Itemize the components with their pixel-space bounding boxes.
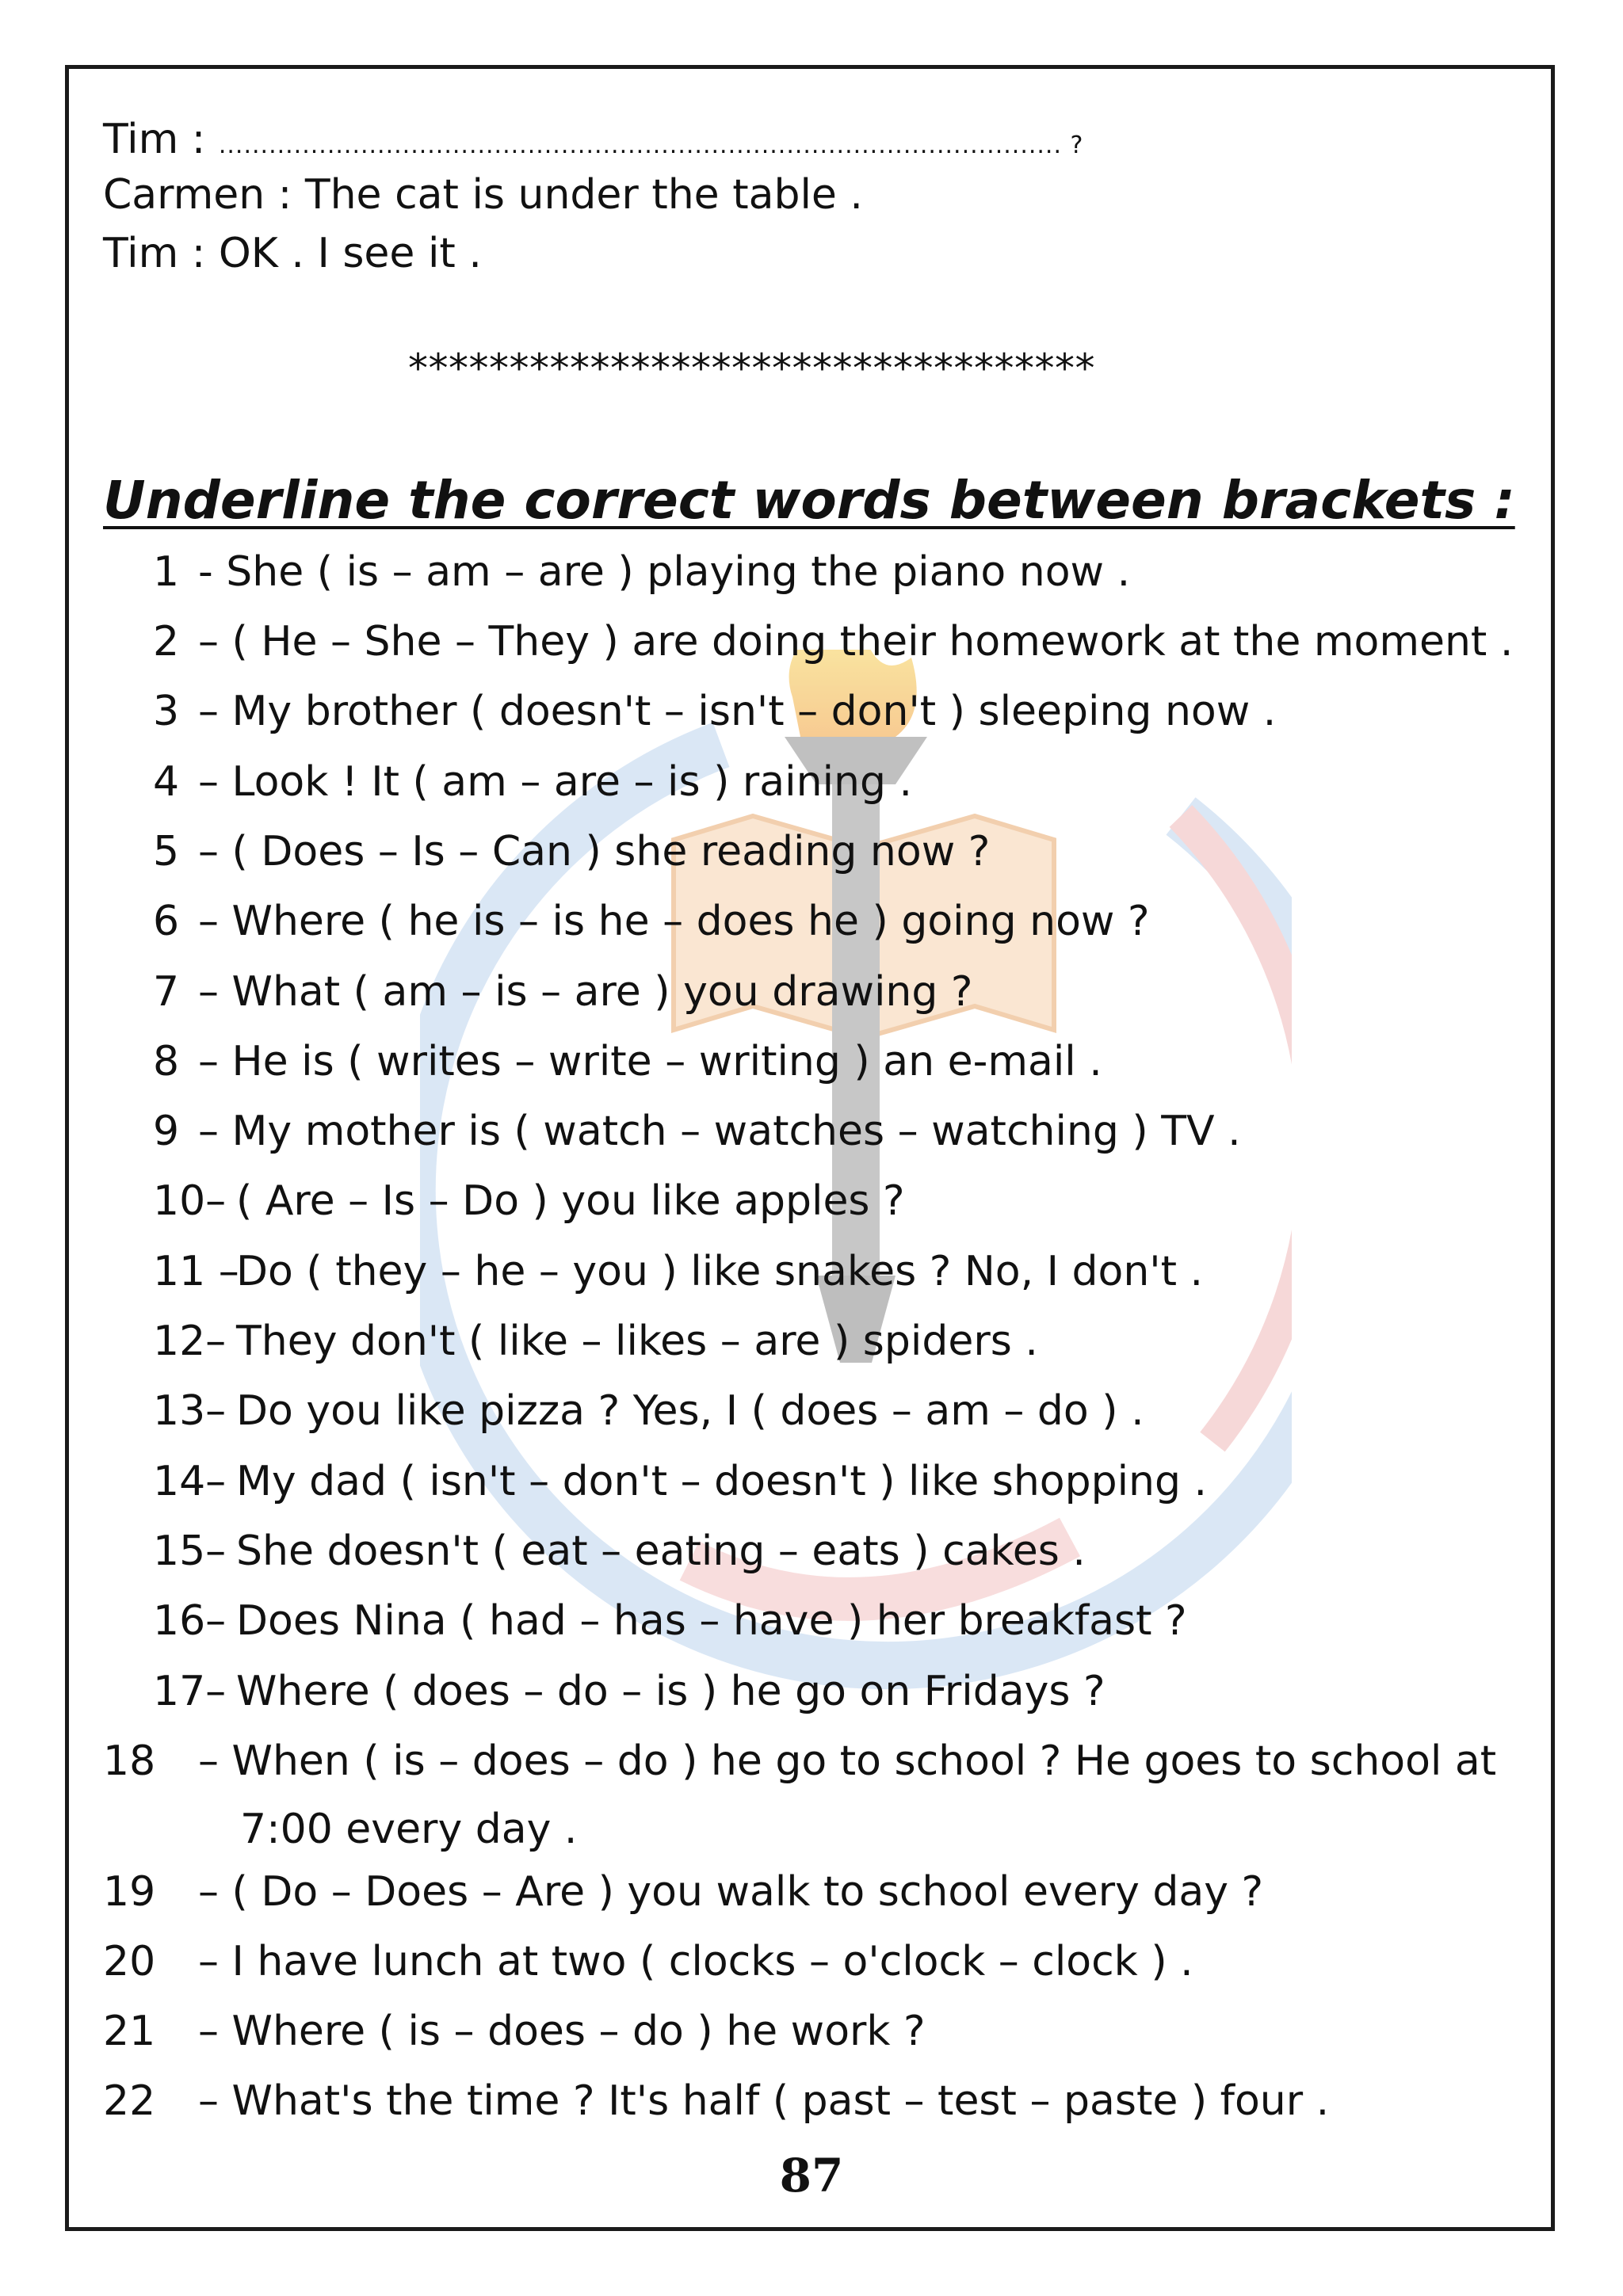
exercise-number: 11 – (153, 1248, 239, 1295)
exercise-sentence: Do ( they – he – you ) like snakes ? No, I don't . (236, 1248, 1204, 1295)
exercise-sentence: – Look ! It ( am – are – is ) raining . (198, 758, 913, 806)
exercise-number: 4 (153, 758, 180, 806)
exercise-sentence: – What ( am – is – are ) you drawing ? (198, 968, 973, 1016)
exercise-number: 3 (153, 688, 180, 735)
dialogue-text: ..................................................................................................... ? (218, 132, 1084, 159)
exercise-number: 6 (153, 898, 180, 945)
exercise-number: 8 (153, 1038, 180, 1085)
exercise-number: 17– (153, 1668, 227, 1715)
exercise-sentence: – I have lunch at two ( clocks – o'clock – clock ) . (198, 1938, 1193, 1985)
dialogue-text: The cat is under the table . (304, 171, 863, 219)
exercise-number: 16– (153, 1597, 227, 1645)
dialogue-text: OK . I see it . (218, 230, 482, 277)
exercise-sentence: My dad ( isn't – don't – doesn't ) like shopping . (236, 1458, 1208, 1505)
exercise-sentence: – ( He – She – They ) are doing their homework at the moment . (198, 618, 1514, 666)
exercise-number: 7 (153, 968, 180, 1016)
exercise-sentence: ( Are – Is – Do ) you like apples ? (236, 1177, 905, 1225)
exercise-number: 18 (103, 1737, 156, 1785)
section-divider: ********************************** (408, 345, 1095, 391)
exercise-number: 21 (103, 2008, 156, 2055)
exercise-number: 2 (153, 618, 180, 666)
exercise-sentence: – ( Do – Does – Are ) you walk to school every day ? (198, 1868, 1264, 1916)
page-number: 87 (779, 2149, 844, 2203)
exercise-sentence: - She ( is – am – are ) playing the piano now . (198, 548, 1131, 596)
exercise-sentence: – When ( is – does – do ) he go to school ? He goes to school at (198, 1737, 1497, 1785)
exercise-number: 14– (153, 1458, 227, 1505)
exercise-sentence: She doesn't ( eat – eating – eats ) cakes . (236, 1527, 1086, 1575)
exercise-number: 9 (153, 1108, 180, 1155)
exercise-number: 13– (153, 1387, 227, 1435)
exercise-sentence: – Where ( he is – is he – does he ) going now ? (198, 898, 1150, 945)
dialogue-speaker: Carmen : (103, 171, 292, 219)
exercise-number: 1 (153, 548, 180, 596)
dialogue-line (103, 114, 1083, 171)
exercise-sentence: – What's the time ? It's half ( past – test – paste ) four . (198, 2077, 1330, 2125)
exercise-sentence: – ( Does – Is – Can ) she reading now ? (198, 828, 991, 875)
exercise-sentence: They don't ( like – likes – are ) spiders . (236, 1318, 1038, 1365)
exercise-sentence: Where ( does – do – is ) he go on Fridays ? (236, 1668, 1106, 1715)
exercise-number: 10– (153, 1177, 227, 1225)
exercise-sentence: – My brother ( doesn't – isn't – don't ) sleeping now . (198, 688, 1277, 735)
exercise-number: 20 (103, 1938, 156, 1985)
exercise-sentence: – He is ( writes – write – writing ) an e-mail . (198, 1038, 1102, 1085)
dialogue-line (103, 170, 863, 220)
exercise-number: 19 (103, 1868, 156, 1916)
exercise-number: 5 (153, 828, 180, 875)
dialogue-speaker: Tim : (103, 230, 206, 277)
exercise-sentence: – My mother is ( watch – watches – watching ) TV . (198, 1108, 1241, 1155)
exercise-sentence: Do you like pizza ? Yes, I ( does – am – do ) . (236, 1387, 1144, 1435)
dialogue-speaker: Tim : (103, 116, 206, 163)
section-title: Underline the correct words between brackets : (103, 470, 1515, 531)
dialogue-line (103, 228, 482, 279)
exercise-number: 15– (153, 1527, 227, 1575)
exercise-sentence: – Where ( is – does – do ) he work ? (198, 2008, 926, 2055)
exercise-number: 22 (103, 2077, 156, 2125)
exercise-number: 12– (153, 1318, 227, 1365)
exercise-sentence-continuation: 7:00 every day . (240, 1806, 578, 1853)
exercise-sentence: Does Nina ( had – has – have ) her breakfast ? (236, 1597, 1187, 1645)
